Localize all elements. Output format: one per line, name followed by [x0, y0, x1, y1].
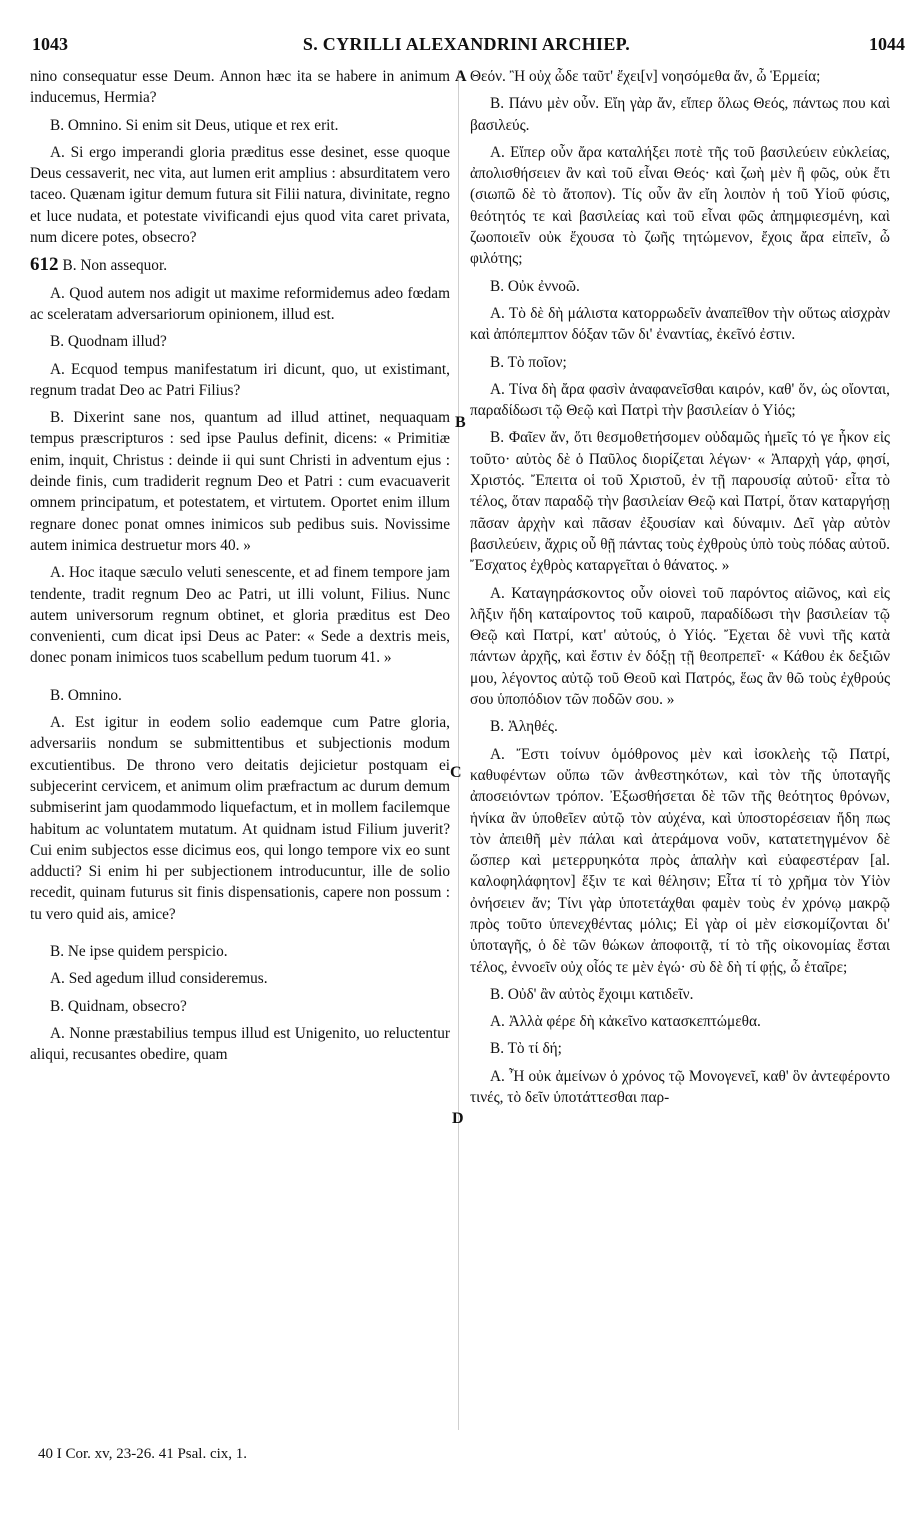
latin-paragraph: B. Ne ipse quidem perspicio.: [50, 942, 228, 960]
greek-paragraph: Θεόν. Ἢ οὐχ ὧδε ταῦτ' ἔχει[ν] νοησόμεθα ἄν, ὦ Ἑρμεία;: [470, 68, 821, 85]
section-marker-a: A: [455, 68, 467, 85]
greek-paragraph: Α. Τὸ δὲ δὴ μάλιστα κατορρωδεῖν ἀναπεῖθον τὴν οὕτως αἰσχρὰν καὶ ἀπόπεμπτον δόξαν τῶν δι' ἐναντίας, ἐκεῖνό ἐστιν.: [470, 304, 890, 344]
running-title: S. CYRILLI ALEXANDRINI ARCHIEP.: [302, 34, 631, 54]
greek-paragraph: Β. Πάνυ μὲν οὖν. Εἴη γὰρ ἄν, εἴπερ ὅλως Θεός, πάντως που καὶ βασιλεύς.: [470, 95, 890, 134]
greek-paragraph: Α. Τίνα δὴ ἄρα φασὶν ἀναφανεῖσθαι καιρόν, καθ' ὅν, ὡς οἴονται, παραδίδωσι τῷ Θεῷ καὶ Πατρὶ τὴν βασιλείαν ὁ Υἱός;: [470, 380, 890, 420]
greek-paragraph: Α. Ἦ οὐκ ἀμείνων ὁ χρόνος τῷ Μονογενεῖ, καθ' ὃν ἀντεφέροντο τινές, τὸ δεῖν ὑποτάττεσθαι παρ-: [470, 1067, 890, 1107]
greek-paragraph: Β. Ἀληθές.: [490, 718, 558, 736]
greek-paragraph: Β. Οὐδ' ἂν αὐτὸς ἔχοιμι κατιδεῖν.: [490, 985, 694, 1003]
greek-paragraph: Α. Ἔστι τοίνυν ὁμόθρονος μὲν καὶ ἰσοκλεὴς τῷ Πατρί, καθυφέντων οὔπω τῶν ἀνθεστηκότων, καὶ τὸν τῆς ὑποταγῆς ἀποσειόντων τρόπον. Ἐξωσθήσεται δὲ τῶν τῆς θεότητος θρόνων, ἡνίκα ἂν ὑποθεῖεν αὐτῷ τὸν αὐχένα, καὶ ὑποστορέσειαν ἤδη πως τὸν ἀπειθῆ μὲν πάλαι καὶ ἀτεράμονα νοῦν, κατατετηγμένον δὲ ὥσπερ καὶ μετερρυηκότα πρὸς ἁπαλὴν καὶ εὐαφεστέραν [al. καλοφηλάφητον] ἕξιν τε καὶ θέλησιν; Εἶτα τί τὸ χρῆμα τὸν Υἱὸν ὀνήσειεν ἄν; Τίνι γὰρ ὑποτετάχθαι φαμὲν τοὺς ἐν χρόνῳ μακρῷ πρὸς τοῦτο ὑπενεχθέντας μόλις; Εἰ γὰρ οἱ μὲν εἰσκομίζονται δι' ὑποταγῆς, ὁ δὲ τῶν θώκων ἀποφοιτᾷ, τί τὸ τῆς οἰκονομίας ἔσται τέλος, ἐννοεῖν οὐχ οἷός τε μὲν ἐγώ· σὺ δὲ δὴ τί φῄς, ὦ ἑταῖρε;: [470, 745, 890, 976]
latin-column: [30, 66, 450, 1071]
latin-paragraph: B. Quodnam illud?: [50, 333, 167, 351]
greek-paragraph: Β. Φαῖεν ἄν, ὅτι θεσμοθετήσομεν οὐδαμῶς ἡμεῖς τό γε ἧκον εἰς τοῦτο· αὐτὸς δὲ ὁ Παῦλος διορίζεται λέγων· « Ἀπαρχὴ γάρ, φησί, Χριστός. Ἔπειτα οἱ τοῦ Χριστοῦ, ἐν τῇ παρουσίᾳ αὐτοῦ· εἶτα τὸ τέλος, ὅταν παραδῷ τὴν βασιλείαν Θεῷ καὶ Πατρί, ὅταν καταργήσῃ πᾶσαν ἀρχὴν καὶ πᾶσαν ἐξουσίαν καὶ δύναμιν. Δεῖ γὰρ αὐτὸν βασιλεύειν, ἄχρις οὗ θῇ πάντας τοὺς ἐχθροὺς ὑπὸ τοὺς πόδας αὐτοῦ. Ἔσχατος ἐχθρὸς καταργεῖται ὁ θάνατος. »: [470, 429, 890, 575]
latin-paragraph-text: B. Non assequor.: [62, 257, 168, 275]
greek-paragraph: Β. Οὐκ ἐννοῶ.: [490, 277, 580, 295]
greek-column: [470, 66, 890, 1114]
latin-paragraph: A. Ecquod tempus manifestatum iri dicunt, quo, ut existimant, regnum tradat Deo ac Patri Filius?: [30, 360, 450, 399]
greek-paragraph: Α. Εἴπερ οὖν ἄρα καταλήξει ποτὲ τῆς τοῦ βασιλεύειν εὐκλείας, ἀπολισθήσειεν ἂν καὶ τοῦ εἶναι Θεός· καὶ ζωὴ μὲν ἢ φῶς, οὐκ ἔτι (σιωπῶ δὲ τὸ ἄτοπον). Τίς οὖν ἂν εἴη λοιπὸν ἡ τοῦ Υἱοῦ φύσις, θεότητός τε καὶ βασιλείας καὶ τοῦ εἶναι φῶς ἀπημφιεσμένη, καὶ ζωοποιεῖν οὐκ ἔχουσα τὸ ζωῆς τητώμενον, ἔχοις ἄρα εἰπεῖν, ὦ φιλότης;: [470, 143, 890, 268]
page-number-left: 1043: [32, 34, 68, 54]
greek-paragraph: Α. Ἀλλὰ φέρε δὴ κἀκεῖνο κατασκεπτώμεθα.: [490, 1013, 761, 1031]
latin-paragraph: A. Si ergo imperandi gloria præditus esse desinet, esse quoque Deus cessaverit, nec vita, aut lumen erit amplius : absurditatem vero taceo. Quænam igitur demum futura sit Filii natura, divinitate, regno et luce nudata, et potestate vivificandi ejus quod vita caret privata, num dicere potes, obsecro?: [30, 143, 450, 247]
greek-paragraph: Β. Τὸ τί δή;: [490, 1040, 562, 1058]
latin-paragraph-with-colnum: [30, 254, 450, 276]
latin-paragraph: nino consequatur esse Deum. Annon hæc ita se habere in animum inducemus, Hermia?: [30, 68, 450, 107]
column-divider: [458, 70, 459, 1430]
latin-paragraph: B. Omnino.: [50, 686, 122, 704]
column-number: 612: [30, 254, 59, 276]
page-number-right: 1044: [869, 34, 905, 54]
greek-paragraph: Β. Τὸ ποῖον;: [490, 353, 567, 371]
page-header: [24, 34, 909, 64]
footnotes: 40 I Cor. xv, 23-26. 41 Psal. cix, 1.: [38, 1446, 248, 1462]
section-marker-d: D: [452, 1110, 464, 1127]
latin-paragraph: A. Quod autem nos adigit ut maxime reformidemus adeo fœdam ac sceleratam adversariorum opinionem, illud est.: [30, 284, 450, 323]
latin-paragraph: A. Est igitur in eodem solio eademque cum Patre gloria, adversariis nondum se submittentibus et subjectionis modum excutientibus. De throno vero deitatis dejicietur postquam ei subjecerint cervicem, et animum olim præfractum ac durum demum submiserint jam quodammodo liquefactum, et in mollem facilemque habitum ac voluntatem mutatum. At quidnam istud Filium juverit? Cui enim subjectos esse dicimus eos, qui longo tempore vix eo sunt adducti? Si enim hi per subjectionem introducuntur, ille de solio recedit, quinam futurus sit finis dispensationis, capere non possum : tu vero quid ais, amice?: [30, 714, 450, 923]
latin-paragraph: A. Sed agedum illud consideremus.: [50, 970, 268, 988]
section-marker-b: B: [455, 414, 466, 431]
latin-paragraph: B. Omnino. Si enim sit Deus, utique et rex erit.: [50, 116, 339, 134]
greek-paragraph: Α. Καταγηράσκοντος οὖν οἱονεὶ τοῦ παρόντος αἰῶνος, καὶ εἰς λῆξιν ἤδη καταίροντος τοῦ καιροῦ, παραδίδωσι τὴν βασιλείαν τῷ Θεῷ καὶ Πατρί, κατ' αὐτούς, ὁ Υἱός. Ἔχεται δὲ νυνὶ τῆς κατὰ πάντων ἀρχῆς, καὶ ἔστιν ἐν δόξῃ τῇ θεοπρεπεῖ· « Κάθου ἐκ δεξιῶν μου, λέγοντος αὐτῷ τοῦ Θεοῦ καὶ Πατρός, ἕως ἂν θῶ τοὺς ἐχθρούς σου ὑποπόδιον τῶν ποδῶν σου. »: [470, 584, 890, 709]
latin-paragraph: A. Nonne præstabilius tempus illud est Unigenito, uo reluctentur aliqui, recusantes obedire, quam: [30, 1024, 450, 1064]
section-marker-c: C: [450, 764, 462, 781]
latin-paragraph: B. Dixerint sane nos, quantum ad illud attinet, nequaquam tempus præscripturos : sed ipse Paulus definit, dicens: « Primitiæ enim, inquit, Christus : deinde ii qui sunt Christi in adventum ejus : deinde finis, cum tradiderit regnum Deo et Patri : cum evacuaverit omnem principatum, et potestatem, et virtutem. Oportet enim illum regnare donec ponat omnes inimicos sub pedibus suis. Novissime autem inimica destruetur mors 40. »: [30, 409, 450, 554]
latin-paragraph: B. Quidnam, obsecro?: [50, 997, 187, 1015]
latin-paragraph: A. Hoc itaque sæculo veluti senescente, et ad finem tempore jam tendente, tradit regnum Deo ac Patri, ut illi volunt, Filius. Nunc autem universorum regnum obtinet, et gloria præditus est Deo convenienti, cum dicat ipsi Deus ac Pater: « Sede a dextris meis, donec ponam inimicos tuos scabellum pedum tuorum 41. »: [30, 564, 450, 667]
